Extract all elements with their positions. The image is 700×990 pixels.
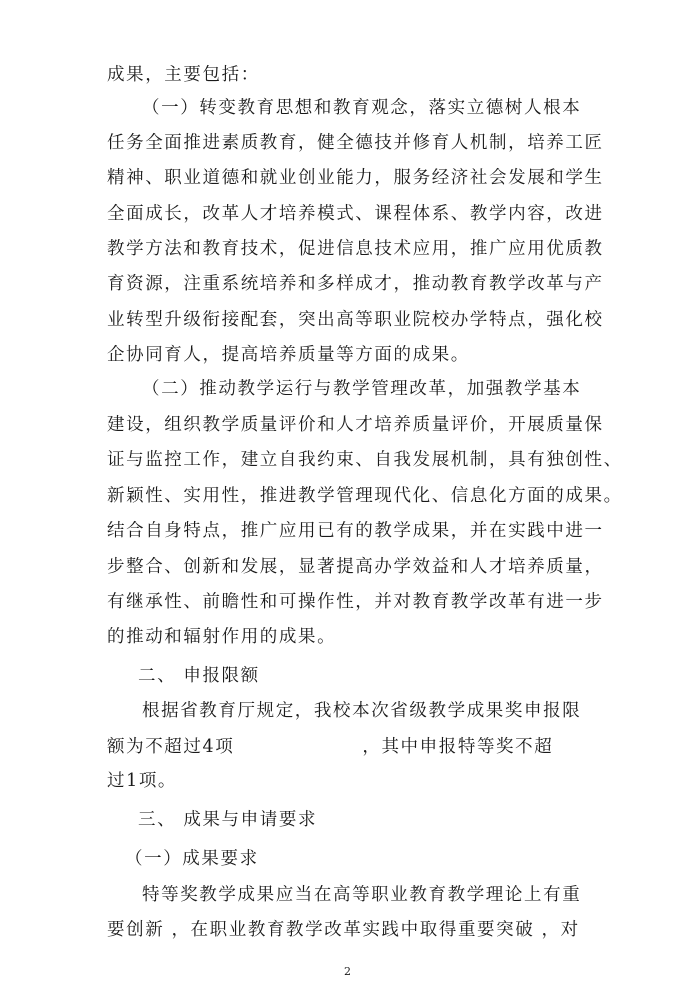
paragraph-line: 建设，组织教学质量评价和人才培养质量评价，开展质量保 — [107, 415, 604, 435]
section-heading: 三、 成果与申请要求 — [138, 810, 318, 830]
paragraph-line: 任务全面推进素质教育，健全德技并修育人机制，培养工匠 — [107, 133, 604, 153]
paragraph-line: 育资源，注重系统培养和多样成才，推动教育教学改革与产 — [107, 274, 604, 294]
paragraph-line: 要创新 ，在职业教育教学改革实践中取得重要突破 ，对 — [107, 920, 580, 940]
paragraph-line: 证与监控工作，建立自我约束、自我发展机制，具有独创性、 — [107, 450, 623, 470]
paragraph-line: 有继承性、前瞻性和可操作性，并对教育教学改革有进一步 — [107, 592, 604, 612]
paragraph-line: （一）转变教育思想和教育观念，落实立德树人根本 — [142, 98, 582, 118]
paragraph-line: 企协同育人，提高培养质量等方面的成果。 — [107, 345, 470, 365]
subsection-heading: （一）成果要求 — [125, 849, 259, 869]
page-number: 2 — [344, 965, 351, 978]
paragraph-line — [107, 736, 553, 758]
paragraph-line: 特等奖教学成果应当在高等职业教育教学理论上有重 — [142, 885, 582, 905]
paragraph-line: 成果，主要包括： — [107, 65, 260, 85]
paragraph-line: 步整合、创新和发展，显著提高办学效益和人才培养质量， — [107, 557, 604, 577]
paragraph-line: 结合自身特点，推广应用已有的教学成果，并在实践中进一 — [107, 521, 604, 541]
paragraph-line: 精神、职业道德和就业创业能力，服务经济社会发展和学生 — [107, 168, 604, 188]
paragraph-line: 的推动和辐射作用的成果。 — [107, 627, 337, 647]
quota-text: 额为不超过4项 — [107, 737, 235, 757]
paragraph-line: 根据省教育厅规定，我校本次省级教学成果奖申报限 — [142, 701, 582, 721]
paragraph-line: 过1项。 — [107, 771, 178, 791]
section-heading: 二、 申报限额 — [138, 666, 260, 686]
quota-text-continued: ，其中申报特等奖不超 — [362, 737, 554, 757]
paragraph-line: 全面成长，改革人才培养模式、课程体系、教学内容，改进 — [107, 204, 604, 224]
paragraph-line: （二）推动教学运行与教学管理改革，加强教学基本 — [142, 379, 582, 399]
paragraph-line: 业转型升级衔接配套，突出高等职业院校办学特点，强化校 — [107, 310, 604, 330]
paragraph-line: 新颖性、实用性，推进教学管理现代化、信息化方面的成果。 — [107, 486, 623, 506]
paragraph-line: 教学方法和教育技术，促进信息技术应用，推广应用优质教 — [107, 239, 604, 259]
